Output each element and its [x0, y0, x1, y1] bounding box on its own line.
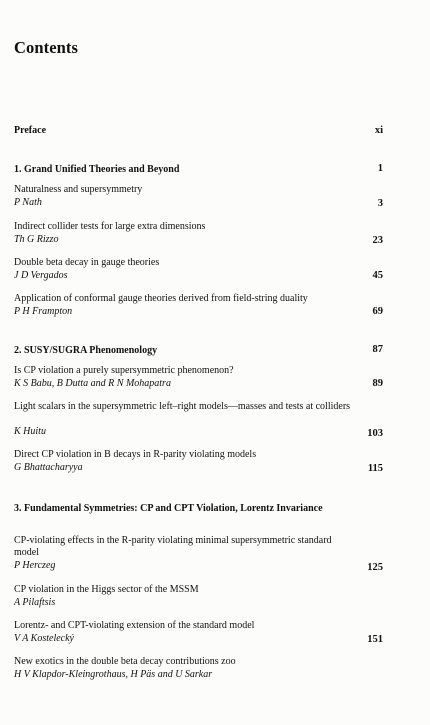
entry-title: Light scalars in the supersymmetric left–right models—masses and tests at colliders — [14, 401, 351, 412]
entry-title: Naturalness and supersymmetry — [14, 184, 143, 195]
entry-title: Double beta decay in gauge theories — [14, 257, 160, 268]
entry-page: 89 — [372, 378, 383, 389]
entry-authors: A Pilaftsis — [14, 597, 56, 608]
entry-page: 45 — [372, 270, 383, 281]
entry-authors: K Huitu — [14, 426, 46, 437]
page-title: Contents — [14, 38, 79, 57]
entry-authors: P Nath — [14, 197, 42, 208]
entry-title: Is CP violation a purely supersymmetric phenomenon? — [14, 365, 234, 376]
entry-page: 115 — [367, 463, 383, 474]
entry-authors: H V Klapdor-Kleingrothaus, H Päs and U Sarkar — [14, 669, 213, 680]
entry-title: Lorentz- and CPT-violating extension of the standard model — [14, 620, 255, 631]
entry-page: 3 — [377, 198, 383, 209]
entry-title: New exotics in the double beta decay contributions zoo — [14, 656, 236, 667]
section-3-title: 3. Fundamental Symmetries: CP and CPT Violation, Lorentz Invariance — [14, 503, 323, 514]
entry-authors: P Herczeg — [14, 560, 56, 571]
entry-page: 103 — [367, 428, 383, 439]
entry-page: 151 — [367, 634, 383, 645]
entry-authors: P H Frampton — [14, 306, 73, 317]
section-1-page: 1 — [377, 163, 383, 174]
entry-title: Direct CP violation in B decays in R-parity violating models — [14, 449, 257, 460]
section-2-page: 87 — [372, 344, 383, 355]
entry-title: CP violation in the Higgs sector of the MSSM — [14, 584, 199, 595]
preface-label: Preface — [14, 125, 47, 136]
entry-page: 23 — [372, 235, 383, 246]
entry-authors: J D Vergados — [14, 270, 68, 281]
entry-title: CP-violating effects in the R-parity violating minimal supersymmetric standard model — [14, 535, 332, 558]
entry-authors: G Bhattacharyya — [14, 462, 83, 473]
entry-authors: V A Kostelecký — [14, 633, 74, 644]
preface-page: xi — [374, 125, 383, 136]
entry-authors: K S Babu, B Dutta and R N Mohapatra — [14, 378, 171, 389]
entry-page: 125 — [367, 562, 383, 573]
entry-title: Indirect collider tests for large extra dimensions — [14, 221, 206, 232]
entry-title: Application of conformal gauge theories derived from field-string duality — [14, 293, 308, 304]
entry-page: 69 — [372, 306, 383, 317]
entry-authors: Th G Rizzo — [14, 234, 59, 245]
section-1-title: 1. Grand Unified Theories and Beyond — [14, 164, 180, 175]
section-2-title: 2. SUSY/SUGRA Phenomenology — [14, 345, 158, 356]
